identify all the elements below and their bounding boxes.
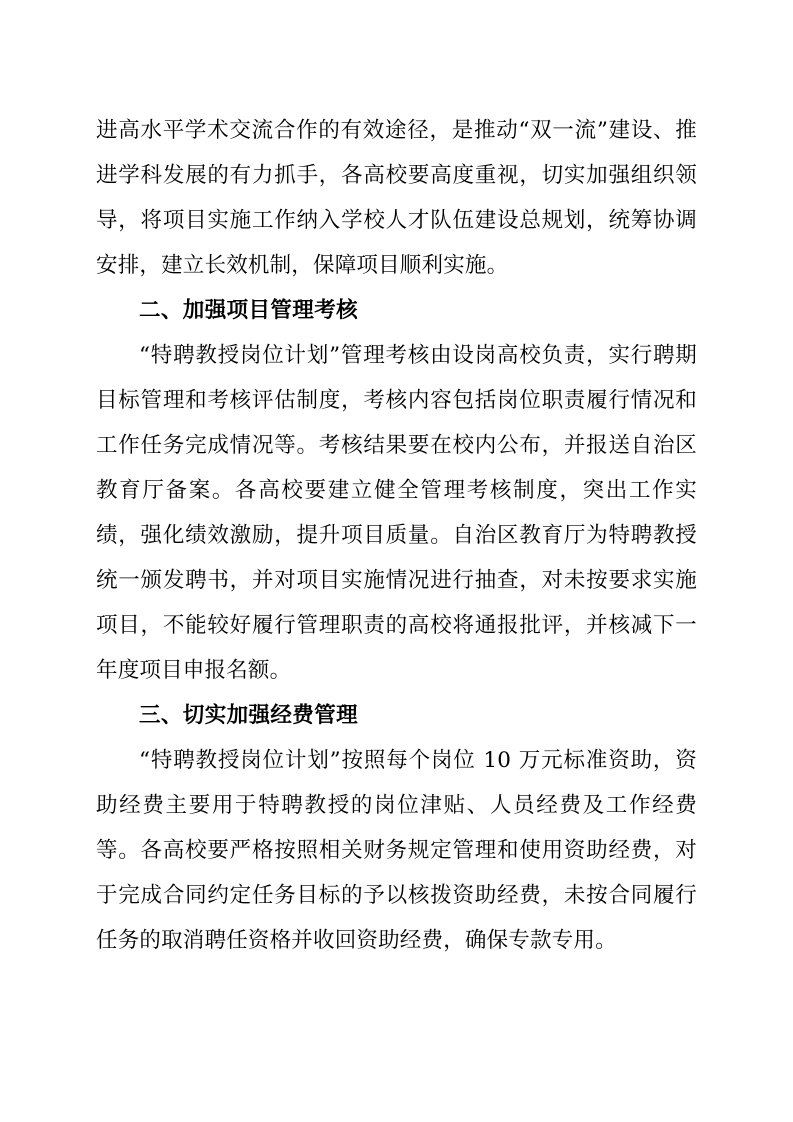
document-body xyxy=(96,108,697,963)
section-heading-three: 三、切实加强经费管理 xyxy=(139,703,359,728)
paragraph-continued: 进高水平学术交流合作的有效途径，是推动“双一流”建设、推进学科发展的有力抓手，各高校要高度重视，切实加强组织领导，将项目实施工作纳入学校人才队伍建设总规划，统筹协调安排，建立长效机制，保障项目顺利实施。 xyxy=(96,118,697,278)
paragraph-section-two: “特聘教授岗位计划”管理考核由设岗高校负责，实行聘期目标管理和考核评估制度，考核内容包括岗位职责履行情况和工作任务完成情况等。考核结果要在校内公布，并报送自治区教育厅备案。各高校要建立健全管理考核制度，突出工作实绩，强化绩效激励，提升项目质量。自治区教育厅为特聘教授统一颁发聘书，并对项目实施情况进行抽查，对未按要求实施项目，不能较好履行管理职责的高校将通报批评，并核减下一年度项目申报名额。 xyxy=(96,343,697,683)
section-heading-two: 二、加强项目管理考核 xyxy=(139,298,359,323)
paragraph-section-three: “特聘教授岗位计划”按照每个岗位 10 万元标准资助，资助经费主要用于特聘教授的岗位津贴、人员经费及工作经费等。各高校要严格按照相关财务规定管理和使用资助经费，对于完成合同约定任务目标的予以核拨资助经费，未按合同履行任务的取消聘任资格并收回资助经费，确保专款专用。 xyxy=(96,748,697,953)
